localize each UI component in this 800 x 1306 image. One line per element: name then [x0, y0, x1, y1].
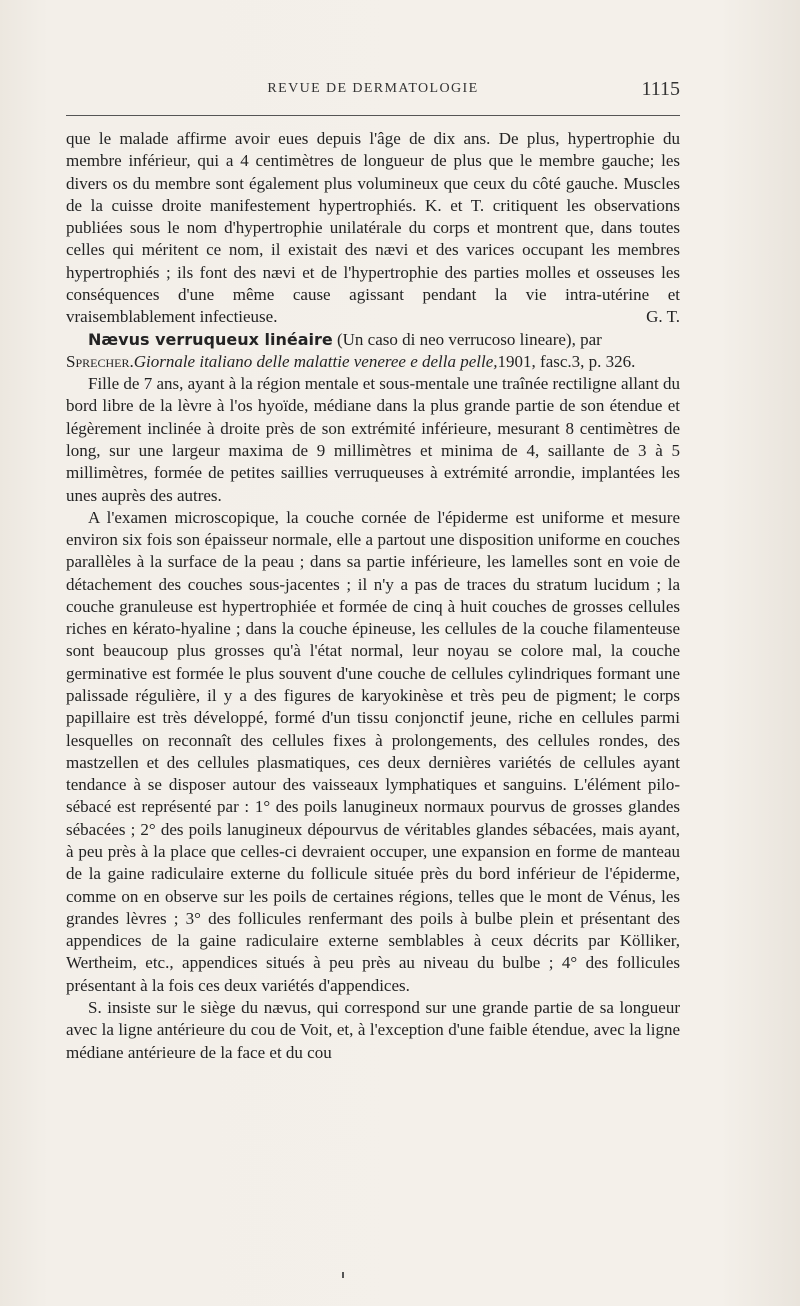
- paragraph-siege: S. insiste sur le siège du nævus, qui correspond sur une grande partie de sa longueur avec la ligne antérieure du cou de Voit, et, à l'exception d'une faible étendue, avec la ligne médiane antérieure de la face et du cou: [66, 997, 680, 1062]
- journal-reference: 1901, fasc.3, p. 326.: [497, 351, 636, 371]
- page-header: [66, 78, 680, 102]
- running-head: REVUE DE DERMATOLOGIE: [267, 81, 479, 96]
- article-body: [66, 128, 680, 1064]
- article-heading: [66, 329, 680, 374]
- paragraph-hypertrophie: [66, 128, 680, 329]
- paragraph-case: Fille de 7 ans, ayant à la région mentale et sous-mentale une traînée rectiligne allant du bord libre de la lèvre à l'os hyoïde, médiane dans la plus grande partie de son étendue et légèrement inclinée à droite près de son extrémité inférieure, mesurant 8 centimètres de long, sur une largeur maxima de 9 millimètres et minima de 4, saillante de 3 à 5 millimètres, formée de petites saillies verruqueuses à extrémité arrondie, implantées les unes auprès des autres.: [66, 374, 680, 505]
- header-rule: [66, 115, 680, 116]
- page-speck: [342, 1272, 344, 1278]
- journal-name: Giornale italiano delle malattie veneree e della pelle,: [133, 351, 498, 371]
- author-initials: G. T.: [646, 307, 680, 327]
- article-title: Nævus verruqueux linéaire: [88, 329, 333, 349]
- paragraph-text: que le malade affirme avoir eues depuis l'âge de dix ans. De plus, hypertrophie du membre inférieur, qui a 4 centimètres de longueur de plus que le membre gauche; les divers os du membre sont également plus volumineux que ceux du côté gauche. Muscles de la cuisse droite manifestement hypertrophiés. K. et T. critiquent les observations publiées sous le nom d'hypertrophie unilatérale du corps et montrent que, dans toutes celles qui méritent ce nom, il existait des nævi et des varices occupant les membres hypertrophiés ; ils font des nævi et de l'hypertrophie des parties molles et osseuses les conséquences d'une même cause agissant pendant la vie intra-utérine et vraisemblablement infectieuse.: [66, 129, 680, 327]
- page-number: 1115: [641, 78, 680, 100]
- article-author: Sprecher.: [66, 351, 134, 371]
- paragraph-microscopy: A l'examen microscopique, la couche cornée de l'épiderme est uniforme et mesure environ six fois son épaisseur normale, elle a partout une disposition uniforme en couches parallèles à la surface de la peau ; dans sa partie inférieure, les lamelles sont en voie de détachement des couches sous-jacentes ; il n'y a pas de traces du stratum lucidum ; la couche granuleuse est hypertrophiée et formée de cinq à huit couches de grosses cellules riches en kérato-hyaline ; dans la couche épineuse, les cellules de la couche filamenteuse sont beaucoup plus grosses qu'à l'état normal, leur noyau se colore mal, la couche germinative est formée le plus souvent d'une couche de cellules cylindriques formant une palissade régulière, il y a des figures de karyokinèse et très peu de pigment; le corps papillaire est très développé, formé d'un tissu conjonctif jeune, riche en cellules parmi lesquelles on reconnaît des cellules fixes à prolongements, des cellules rondes, des mastzellen et des cellules plasmatiques, ces deux dernières variétés de cellules ayant tendance à se disposer autour des vaisseaux lymphatiques et sanguins. L'élément pilo-sébacé est représenté par : 1° des poils lanugineux normaux pourvus de grosses glandes sébacées ; 2° des poils lanugineux dépourvus de véritables glandes sébacées, mais ayant, à peu près à la place que celles-ci devraient occuper, une expansion en forme de manteau de la gaine radiculaire externe du follicule située près du bord inférieur de l'épiderme, comme on en observe sur les poils de certaines régions, telles que le mont de Vénus, les grandes lèvres ; 3° des follicules renfermant des poils à bulbe plein et présentant des appendices de la gaine radiculaire externe semblables à ceux décrits par Kölliker, Wertheim, etc., appendices situés à peu près au niveau du bulbe ; 4° des follicules présentant à la fois ces deux variétés d'appendices.: [66, 507, 680, 995]
- article-subtitle: (Un caso di neo verrucoso lineare), par: [332, 329, 602, 349]
